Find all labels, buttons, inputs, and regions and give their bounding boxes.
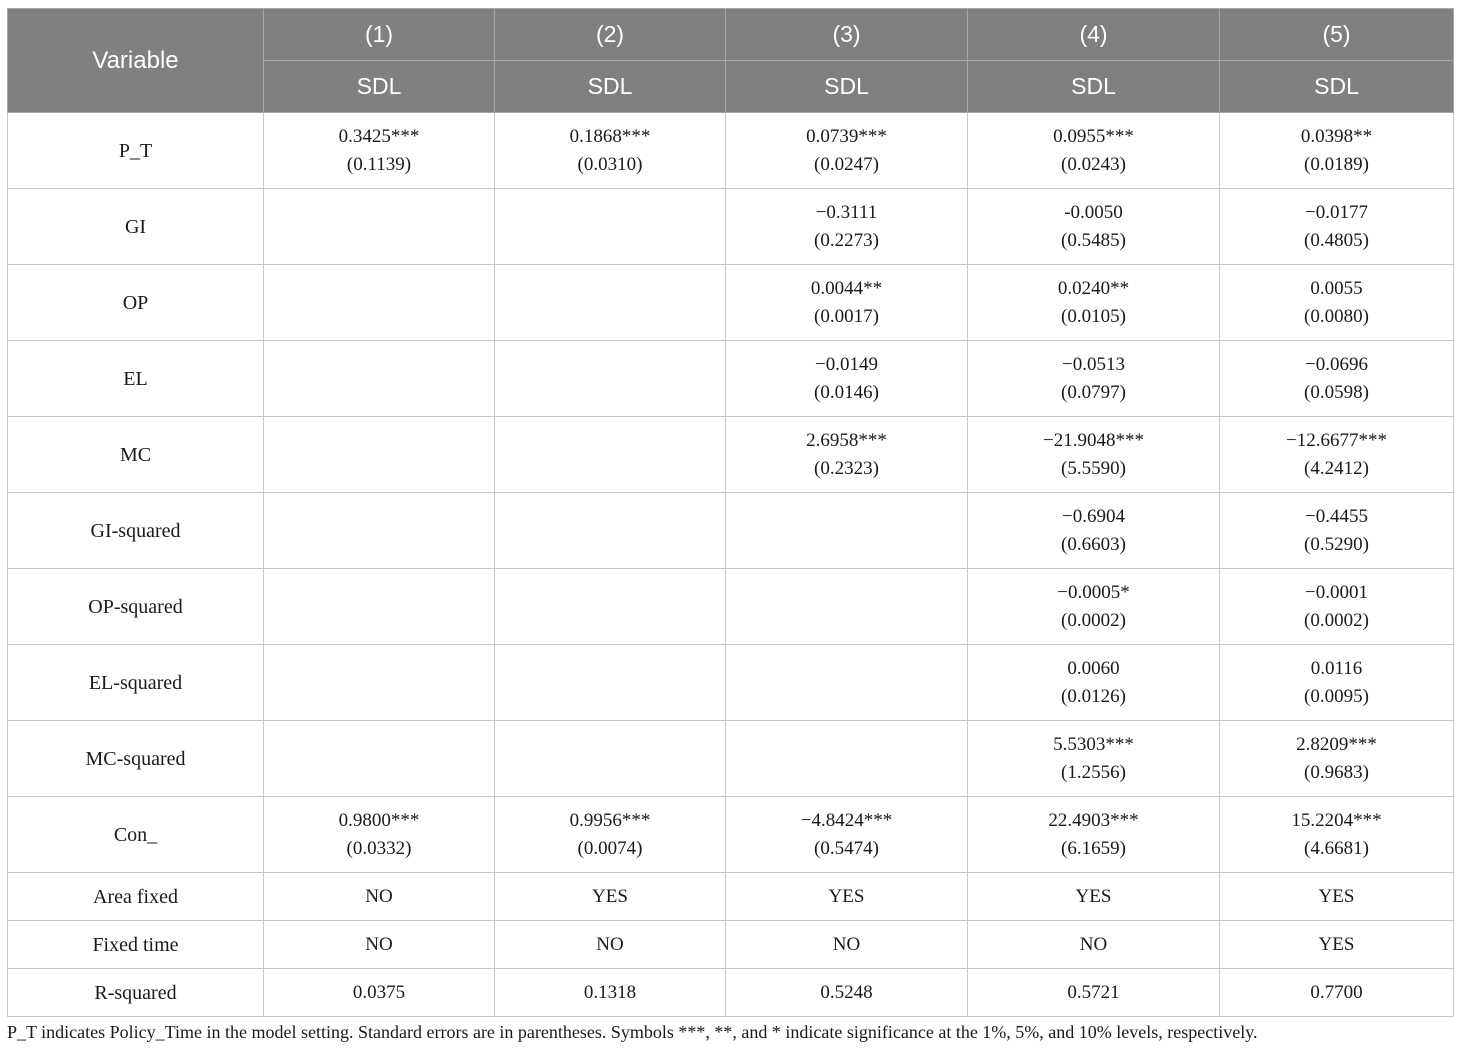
coefficient-estimate: −0.0513 <box>1062 353 1125 375</box>
table-header <box>8 9 1454 113</box>
summary-cell: 0.0375 <box>264 969 495 1017</box>
column-number-header: (2) <box>495 9 726 61</box>
summary-cell: 0.1318 <box>495 969 726 1017</box>
coefficient-cell <box>264 721 495 797</box>
standard-error: (0.4805) <box>1304 229 1369 251</box>
coefficient-cell <box>1220 493 1454 569</box>
summary-cell: 0.7700 <box>1220 969 1454 1017</box>
coefficient-estimate: -0.0050 <box>1064 201 1123 223</box>
table-row <box>8 113 1454 189</box>
dependent-variable-header: SDL <box>495 61 726 113</box>
coefficient-estimate: 0.9800*** <box>338 809 420 831</box>
standard-error: (0.0080) <box>1304 305 1369 327</box>
standard-error: (0.0126) <box>1061 685 1126 707</box>
coefficient-cell <box>968 569 1220 645</box>
standard-error: (0.5290) <box>1304 533 1369 555</box>
standard-error: (0.0598) <box>1304 381 1369 403</box>
summary-cell: NO <box>264 873 495 921</box>
table-row <box>8 341 1454 417</box>
standard-error: (0.6603) <box>1061 533 1126 555</box>
coefficient-estimate: 5.5303*** <box>1053 733 1134 755</box>
coefficient-cell <box>968 417 1220 493</box>
coefficient-cell <box>968 797 1220 873</box>
table-row <box>8 645 1454 721</box>
table-row <box>8 721 1454 797</box>
coefficient-cell <box>495 797 726 873</box>
coefficient-estimate: −12.6677*** <box>1286 429 1387 451</box>
standard-error: (0.0243) <box>1061 153 1126 175</box>
coefficient-cell <box>264 417 495 493</box>
coefficient-estimate: 0.0240** <box>1057 277 1130 299</box>
coefficient-cell <box>495 721 726 797</box>
coefficient-estimate: −0.0001 <box>1305 581 1368 603</box>
coefficient-estimate: −0.0696 <box>1305 353 1368 375</box>
coefficient-estimate: 0.0060 <box>1067 657 1120 679</box>
standard-error: (0.1139) <box>346 153 412 175</box>
coefficient-cell <box>968 189 1220 265</box>
coefficient-cell <box>495 569 726 645</box>
row-label: Area fixed <box>8 873 264 921</box>
summary-cell: NO <box>495 921 726 969</box>
coefficient-estimate: 0.9956*** <box>569 809 651 831</box>
summary-row <box>8 969 1454 1017</box>
coefficient-cell <box>968 113 1220 189</box>
standard-error: (0.5474) <box>814 837 879 859</box>
standard-error: (0.0017) <box>814 305 879 327</box>
coefficient-estimate: 22.4903*** <box>1048 809 1139 831</box>
table-row <box>8 797 1454 873</box>
coefficient-cell <box>726 341 968 417</box>
variable-header: Variable <box>8 9 264 113</box>
standard-error: (0.0247) <box>814 153 879 175</box>
summary-cell: NO <box>726 921 968 969</box>
dependent-variable-header: SDL <box>968 61 1220 113</box>
coefficient-cell <box>726 417 968 493</box>
column-number-header: (4) <box>968 9 1220 61</box>
coefficient-cell <box>1220 113 1454 189</box>
coefficient-cell <box>1220 189 1454 265</box>
standard-error: (0.0002) <box>1304 609 1369 631</box>
standard-error: (0.0146) <box>814 381 879 403</box>
coefficient-cell <box>726 645 968 721</box>
summary-row <box>8 921 1454 969</box>
standard-error: (0.9683) <box>1304 761 1369 783</box>
standard-error: (6.1659) <box>1061 837 1126 859</box>
coefficient-estimate: 0.3425*** <box>338 125 420 147</box>
row-label: EL <box>8 341 264 417</box>
standard-error: (0.5485) <box>1061 229 1126 251</box>
coefficient-estimate: −0.0005* <box>1057 581 1130 603</box>
summary-cell: 0.5721 <box>968 969 1220 1017</box>
summary-cell: YES <box>1220 921 1454 969</box>
regression-table-container <box>7 8 1453 1017</box>
coefficient-cell <box>495 265 726 341</box>
table-footnote: P_T indicates Policy_Time in the model setting. Standard errors are in parentheses. Symbols ***, **, and * indicate significance at the 1%, 5%, and 10% levels, respectively. <box>7 1022 1258 1042</box>
coefficient-cell <box>1220 417 1454 493</box>
summary-cell: YES <box>968 873 1220 921</box>
table-body <box>8 113 1454 1017</box>
coefficient-cell <box>726 493 968 569</box>
coefficient-cell <box>495 417 726 493</box>
coefficient-cell <box>264 645 495 721</box>
standard-error: (1.2556) <box>1061 761 1126 783</box>
dependent-variable-header: SDL <box>726 61 968 113</box>
coefficient-cell <box>495 113 726 189</box>
coefficient-estimate: 0.0116 <box>1310 657 1363 679</box>
summary-row <box>8 873 1454 921</box>
coefficient-cell <box>1220 569 1454 645</box>
coefficient-estimate: −0.3111 <box>815 201 878 223</box>
standard-error: (0.0074) <box>577 837 643 859</box>
row-label: Con_ <box>8 797 264 873</box>
coefficient-cell <box>495 189 726 265</box>
dependent-variable-header: SDL <box>264 61 495 113</box>
standard-error: (4.2412) <box>1304 457 1369 479</box>
column-number-header: (5) <box>1220 9 1454 61</box>
coefficient-cell <box>264 341 495 417</box>
coefficient-cell <box>968 721 1220 797</box>
table-row <box>8 569 1454 645</box>
coefficient-estimate: −4.8424*** <box>800 809 893 831</box>
coefficient-estimate: −0.6904 <box>1062 505 1125 527</box>
row-label: GI <box>8 189 264 265</box>
table-row <box>8 265 1454 341</box>
row-label: EL-squared <box>8 645 264 721</box>
row-label: Fixed time <box>8 921 264 969</box>
coefficient-cell <box>264 113 495 189</box>
coefficient-cell <box>726 265 968 341</box>
coefficient-cell <box>495 645 726 721</box>
standard-error: (0.0332) <box>346 837 412 859</box>
coefficient-cell <box>495 493 726 569</box>
standard-error: (0.0797) <box>1061 381 1126 403</box>
coefficient-cell <box>968 341 1220 417</box>
summary-cell: NO <box>264 921 495 969</box>
coefficient-cell <box>264 797 495 873</box>
row-label: OP <box>8 265 264 341</box>
coefficient-cell <box>968 645 1220 721</box>
row-label: R-squared <box>8 969 264 1017</box>
summary-cell: YES <box>495 873 726 921</box>
standard-error: (5.5590) <box>1061 457 1126 479</box>
coefficient-cell <box>726 797 968 873</box>
coefficient-estimate: −0.0177 <box>1305 201 1368 223</box>
standard-error: (0.0002) <box>1061 609 1126 631</box>
coefficient-cell <box>1220 721 1454 797</box>
header-row-column-numbers <box>8 9 1454 61</box>
coefficient-estimate: 0.1868*** <box>569 125 651 147</box>
summary-cell: NO <box>968 921 1220 969</box>
row-label: P_T <box>8 113 264 189</box>
coefficient-cell <box>726 189 968 265</box>
coefficient-cell <box>968 493 1220 569</box>
coefficient-cell <box>1220 797 1454 873</box>
row-label: GI-squared <box>8 493 264 569</box>
coefficient-cell <box>726 113 968 189</box>
regression-table <box>7 8 1454 1017</box>
coefficient-cell <box>495 341 726 417</box>
coefficient-cell <box>264 189 495 265</box>
row-label: MC-squared <box>8 721 264 797</box>
coefficient-cell <box>1220 645 1454 721</box>
summary-cell: 0.5248 <box>726 969 968 1017</box>
coefficient-cell <box>264 569 495 645</box>
standard-error: (0.0095) <box>1304 685 1369 707</box>
column-number-header: (3) <box>726 9 968 61</box>
coefficient-cell <box>1220 341 1454 417</box>
standard-error: (0.0189) <box>1304 153 1369 175</box>
coefficient-cell <box>726 721 968 797</box>
coefficient-estimate: 2.8209*** <box>1296 733 1377 755</box>
coefficient-estimate: 15.2204*** <box>1291 809 1382 831</box>
coefficient-cell <box>1220 265 1454 341</box>
standard-error: (0.2323) <box>814 457 879 479</box>
coefficient-estimate: −0.0149 <box>815 353 878 375</box>
coefficient-estimate: 0.0055 <box>1310 277 1363 299</box>
summary-cell: YES <box>726 873 968 921</box>
coefficient-estimate: 0.0398** <box>1300 125 1373 147</box>
standard-error: (0.2273) <box>814 229 879 251</box>
table-row <box>8 417 1454 493</box>
coefficient-estimate: 2.6958*** <box>806 429 887 451</box>
table-row <box>8 493 1454 569</box>
coefficient-cell <box>264 265 495 341</box>
coefficient-estimate: 0.0739*** <box>806 125 887 147</box>
standard-error: (0.0105) <box>1061 305 1126 327</box>
coefficient-cell <box>968 265 1220 341</box>
standard-error: (4.6681) <box>1304 837 1369 859</box>
row-label: OP-squared <box>8 569 264 645</box>
row-label: MC <box>8 417 264 493</box>
coefficient-estimate: 0.0044** <box>810 277 883 299</box>
coefficient-estimate: −21.9048*** <box>1043 429 1144 451</box>
coefficient-cell <box>726 569 968 645</box>
coefficient-estimate: 0.0955*** <box>1053 125 1134 147</box>
coefficient-estimate: −0.4455 <box>1305 505 1368 527</box>
coefficient-cell <box>264 493 495 569</box>
summary-cell: YES <box>1220 873 1454 921</box>
standard-error: (0.0310) <box>577 153 643 175</box>
column-number-header: (1) <box>264 9 495 61</box>
table-row <box>8 189 1454 265</box>
dependent-variable-header: SDL <box>1220 61 1454 113</box>
